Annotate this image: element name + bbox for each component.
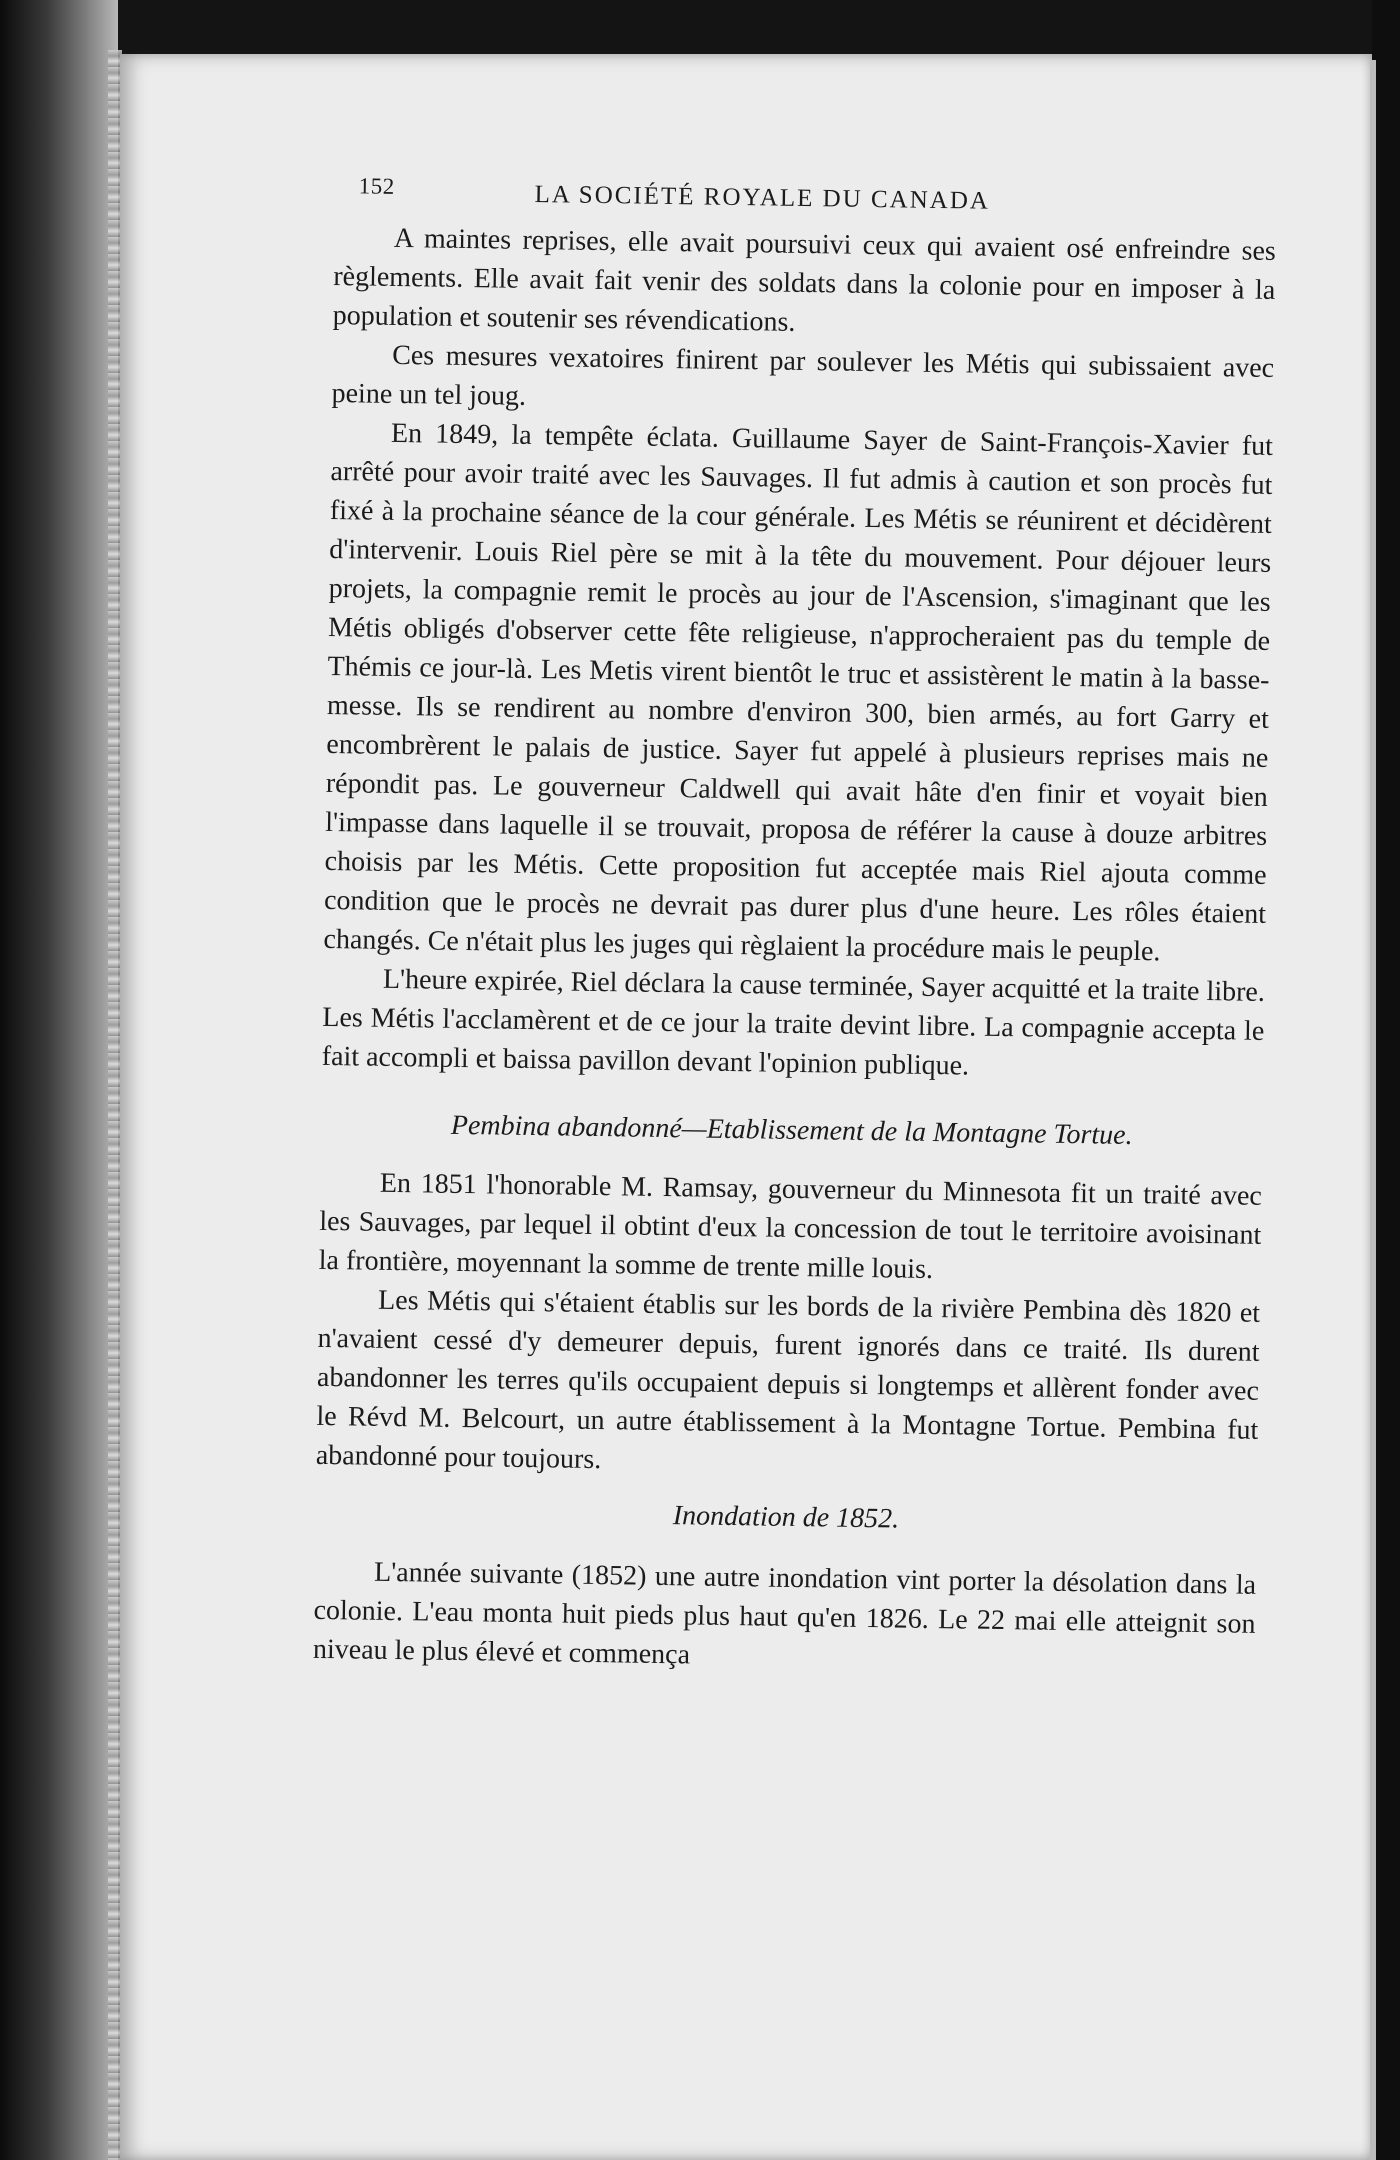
scan-background-right xyxy=(1372,0,1400,2160)
page-right-edge xyxy=(1370,60,1376,2160)
section-heading: Inondation de 1852. xyxy=(672,1500,900,1535)
section-heading: Pembina abandonné—Etablissement de la Montagne Tortue. xyxy=(450,1109,1133,1151)
paragraph: En 1851 l'honorable M. Ramsay, gouverneur du Minnesota fit un traité avec les Sauvages, par lequel il obtint d'eux la concession de tout le territoire avoisinant la frontière, moyennant la somme de trente mille louis. xyxy=(318,1167,1263,1285)
page-number: 152 xyxy=(358,173,395,199)
running-title: LA SOCIÉTÉ ROYALE DU CANADA xyxy=(534,180,991,215)
paragraph: En 1849, la tempête éclata. Guillaume Sayer de Saint-François-Xavier fut arrêté pour avoir traité avec les Sauvages. Il fut admis à caution et son procès fut fixé à la prochaine séance de la cour générale. Les Métis se réunirent et décidèrent d'intervenir. Louis Riel père se mit à la tête du mouvement. Pour déjouer leurs projets, la compagnie remit le procès au jour de l'Ascension, s'imaginant que les Métis obligés d'observer cette fête religieuse, n'approcheraient pas du temple de Thémis ce jour-là. Les Metis virent bientôt le truc et assistèrent le matin à la basse-messe. Ils se rendirent au nombre d'environ 300, bien armés, au fort Garry et encombrèrent le palais de justice. Sayer fut appelé à plusieurs reprises mais ne répondit pas. Le gouverneur Caldwell qui avait hâte d'en finir et voyait bien l'impasse dans laquelle il se trouvait, proposa de référer la cause à douze arbitres choisis par les Métis. Cette proposition fut acceptée mais Riel ajouta comme condition que le procès ne devrait pas durer plus d'une heure. Les rôles étaient changés. Ce n'était plus les juges qui règlaient la procédure mais le peuple. xyxy=(323,417,1274,968)
paragraph: L'heure expirée, Riel déclara la cause terminée, Sayer acquitté et la traite libre. Les Métis l'acclamèrent et de ce jour la traite devint libre. La compagnie accepta le fait accompli et baissa pavillon devant l'opinion publique. xyxy=(321,963,1266,1082)
book-binding xyxy=(0,0,118,2160)
paragraph: Ces mesures vexatoires finirent par soulever les Métis qui subissaient avec peine un tel joug. xyxy=(331,339,1275,412)
paragraph: L'année suivante (1852) une autre inondation vint porter la désolation dans la colonie. L'eau monta huit pieds plus haut qu'en 1826. Le 22 mai elle atteignit son niveau le plus élevé et commença xyxy=(312,1556,1257,1671)
page-text-block xyxy=(313,166,1277,1683)
paragraph: Les Métis qui s'étaient établis sur les bords de la rivière Pembina dès 1820 et n'avaient cessé d'y demeurer depuis, furent ignorés dans ce traité. Ils durent abandonner les terres qu'ils occupaient depuis si longtemps et allèrent fonder avec le Révd M. Belcourt, un autre établissement à la Montagne Tortue. Pembina fut abandonné pour toujours. xyxy=(315,1284,1261,1476)
paragraph: A maintes reprises, elle avait poursuivi ceux qui avaient osé enfreindre ses règlements. Elle avait fait venir des soldats dans la colonie pour en imposer à la population et soutenir ses révendications. xyxy=(332,222,1277,338)
